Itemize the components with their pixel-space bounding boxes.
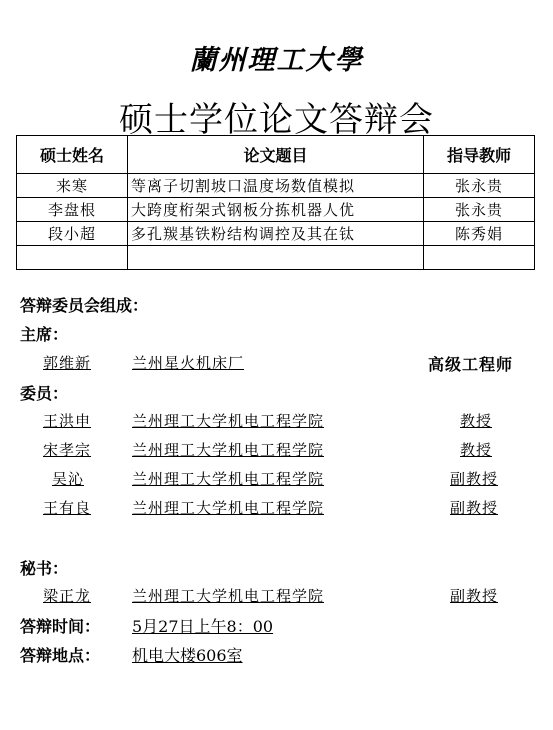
thesis-topic: [128, 246, 424, 270]
defense-place-label: 答辩地点：: [20, 646, 101, 665]
chair-label: 主席：: [20, 325, 69, 344]
secretary-label: 秘书：: [20, 559, 69, 578]
table-row: [17, 198, 535, 222]
member-name: 宋孝宗: [43, 441, 92, 459]
member-row: [0, 468, 553, 492]
student-name: 来寒: [17, 174, 128, 198]
member-title: 副教授: [450, 499, 499, 517]
column-header-student: 硕士姓名: [17, 136, 128, 174]
member-name: 吴沁: [52, 470, 85, 488]
thesis-topic: 多孔羰基铁粉结构调控及其在钛: [128, 222, 424, 246]
defense-time: [20, 614, 274, 637]
member-row: [0, 439, 553, 463]
member-name: 王有良: [43, 499, 92, 517]
secretary-name: 梁正龙: [43, 587, 92, 605]
secretary-title: 副教授: [450, 587, 499, 605]
member-row: [0, 410, 553, 434]
thesis-topic: 等离子切割坡口温度场数值模拟: [128, 174, 424, 198]
defense-time-value: 5月27日上午8：00: [132, 617, 274, 636]
member-row: [0, 497, 553, 521]
column-header-topic: 论文题目: [128, 136, 424, 174]
member-name: 王洪申: [43, 412, 92, 430]
member-title: 教授: [460, 441, 493, 459]
university-logo: 蘭州理工大學: [189, 45, 364, 76]
member-org: 兰州理工大学机电工程学院: [132, 412, 325, 430]
thesis-topic: 大跨度桁架式钢板分拣机器人优: [128, 198, 424, 222]
committee-heading: 答辩委员会组成：: [20, 296, 149, 315]
members-label: 委员：: [20, 384, 69, 403]
defense-place-value: 机电大楼606室: [132, 646, 243, 665]
table-row-empty: [17, 246, 535, 270]
member-org: 兰州理工大学机电工程学院: [132, 470, 325, 488]
student-name: 李盘根: [17, 198, 128, 222]
member-title: 副教授: [450, 470, 499, 488]
advisor-name: 张永贵: [424, 174, 535, 198]
column-header-advisor: 指导教师: [424, 136, 535, 174]
chair-row: [0, 352, 553, 376]
chair-org: 兰州星火机床厂: [132, 354, 245, 372]
page-title: 硕士学位论文答辩会: [119, 100, 434, 140]
table-row: [17, 174, 535, 198]
chair-name: 郭维新: [43, 354, 92, 372]
defense-time-label: 答辩时间：: [20, 617, 101, 636]
chair-title: 高级工程师: [428, 355, 514, 374]
advisor-name: [424, 246, 535, 270]
table-header-row: [17, 136, 535, 174]
secretary-org: 兰州理工大学机电工程学院: [132, 587, 325, 605]
advisor-name: 张永贵: [424, 198, 535, 222]
student-name: [17, 246, 128, 270]
member-org: 兰州理工大学机电工程学院: [132, 441, 325, 459]
member-title: 教授: [460, 412, 493, 430]
defense-place: [20, 643, 243, 666]
thesis-table: [16, 135, 535, 270]
advisor-name: 陈秀娟: [424, 222, 535, 246]
secretary-row: [0, 585, 553, 609]
student-name: 段小超: [17, 222, 128, 246]
member-org: 兰州理工大学机电工程学院: [132, 499, 325, 517]
table-row: [17, 222, 535, 246]
